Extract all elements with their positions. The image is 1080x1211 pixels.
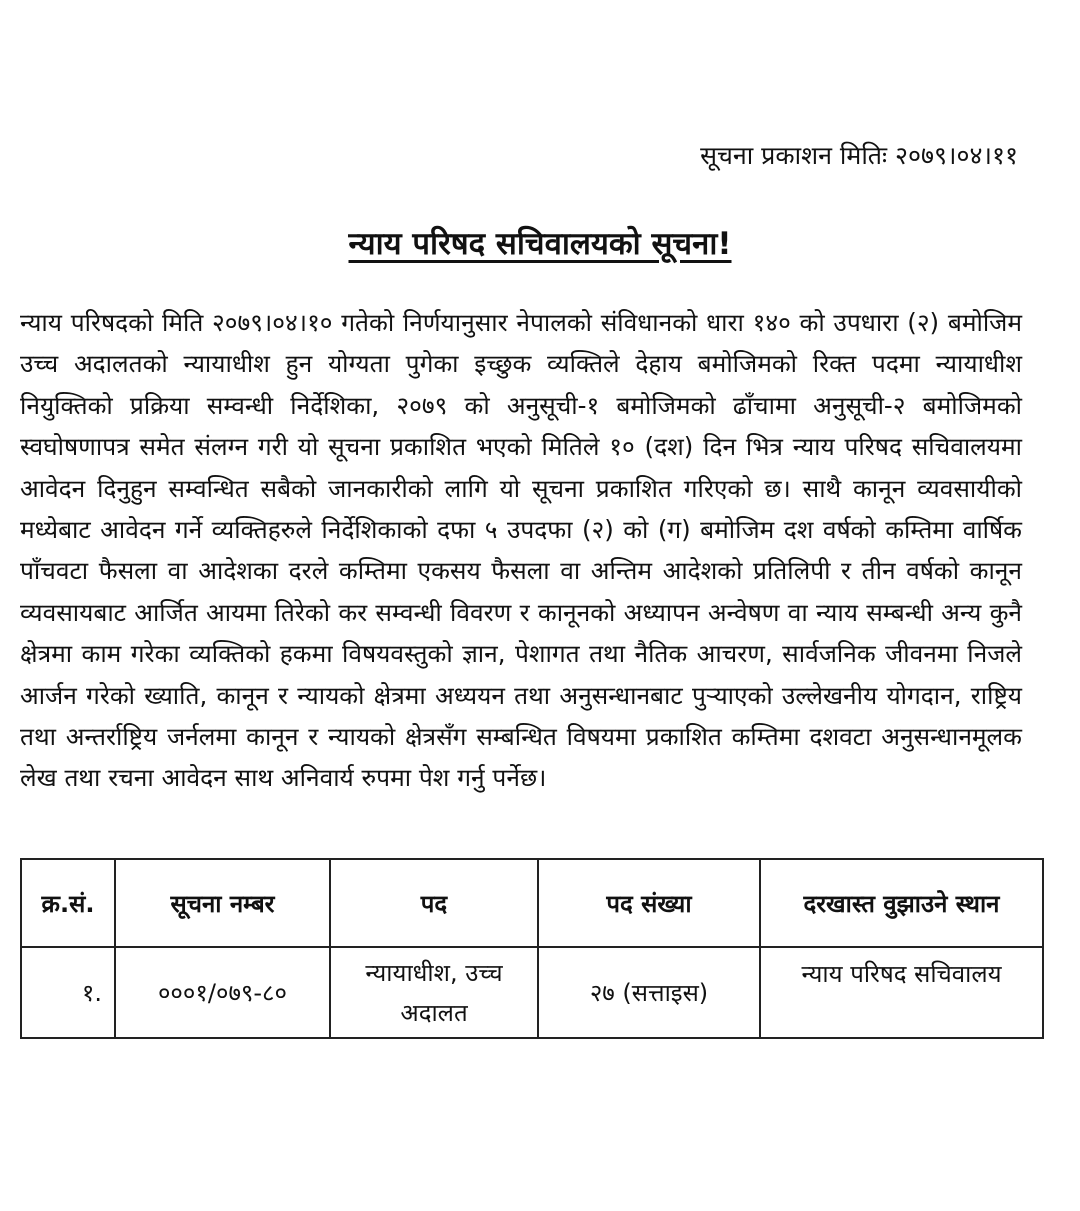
cell-submission-place: न्याय परिषद सचिवालय	[760, 947, 1043, 1038]
table-row	[21, 947, 1043, 1038]
cell-post-count: २७ (सत्ताइस)	[538, 947, 760, 1038]
header-serial: क्र.सं.	[21, 859, 115, 947]
cell-notice-number: ०००१/०७९-८०	[115, 947, 330, 1038]
cell-post: न्यायाधीश, उच्च अदालत	[330, 947, 538, 1038]
header-post: पद	[330, 859, 538, 947]
notice-date: सूचना प्रकाशन मितिः २०७९।०४।११	[700, 141, 1018, 170]
header-post-count: पद संख्या	[538, 859, 760, 947]
header-notice-number: सूचना नम्बर	[115, 859, 330, 947]
vacancy-table	[20, 858, 1044, 1039]
cell-serial: १.	[21, 947, 115, 1038]
notice-body: न्याय परिषदको मिति २०७९।०४।१० गतेको निर्णयानुसार नेपालको संविधानको धारा १४० को उपधारा (२) बमोजिम उच्च अदालतको न्यायाधीश हुन योग्यता पुगेका इच्छुक व्यक्तिले देहाय बमोजिमको रिक्त पदमा न्यायाधीश नियुक्तिको प्रक्रिया सम्वन्धी निर्देशिका, २०७९ को अनुसूची-१ बमोजिमको ढाँचामा अनुसूची-२ बमोजिमको स्वघोषणापत्र समेत संलग्न गरी यो सूचना प्रकाशित भएको मितिले १० (दश) दिन भित्र न्याय परिषद सचिवालयमा आवेदन दिनुहुन सम्वन्धित सबैको जानकारीको लागि यो सूचना प्रकाशित गरिएको छ। साथै कानून व्यवसायीको मध्येबाट आवेदन गर्ने व्यक्तिहरुले निर्देशिकाको दफा ५ उपदफा (२) को (ग) बमोजिम दश वर्षको कम्तिमा वार्षिक पाँचवटा फैसला वा आदेशका दरले कम्तिमा एकसय फैसला वा अन्तिम आदेशको प्रतिलिपी र तीन वर्षको कानून व्यवसायबाट आर्जित आयमा तिरेको कर सम्वन्धी विवरण र कानूनको अध्यापन अन्वेषण वा न्याय सम्बन्धी अन्य कुनै क्षेत्रमा काम गरेका व्यक्तिको हकमा विषयवस्तुको ज्ञान, पेशागत तथा नैतिक आचरण, सार्वजनिक जीवनमा निजले आर्जन गरेको ख्याति, कानून र न्यायको क्षेत्रमा अध्ययन तथा अनुसन्धानबाट पुऱ्याएको उल्लेखनीय योगदान, राष्ट्रिय तथा अन्तर्राष्ट्रिय जर्नलमा कानून र न्यायको क्षेत्रसँग सम्बन्धित विषयमा प्रकाशित कम्तिमा दशवटा अनुसन्धानमूलक लेख तथा रचना आवेदन साथ अनिवार्य रुपमा पेश गर्नु पर्नेछ।	[20, 308, 1022, 793]
notice-title: न्याय परिषद सचिवालयको सूचना!	[348, 226, 732, 262]
header-submission-place: दरखास्त वुझाउने स्थान	[760, 859, 1043, 947]
table-header-row	[21, 859, 1043, 947]
